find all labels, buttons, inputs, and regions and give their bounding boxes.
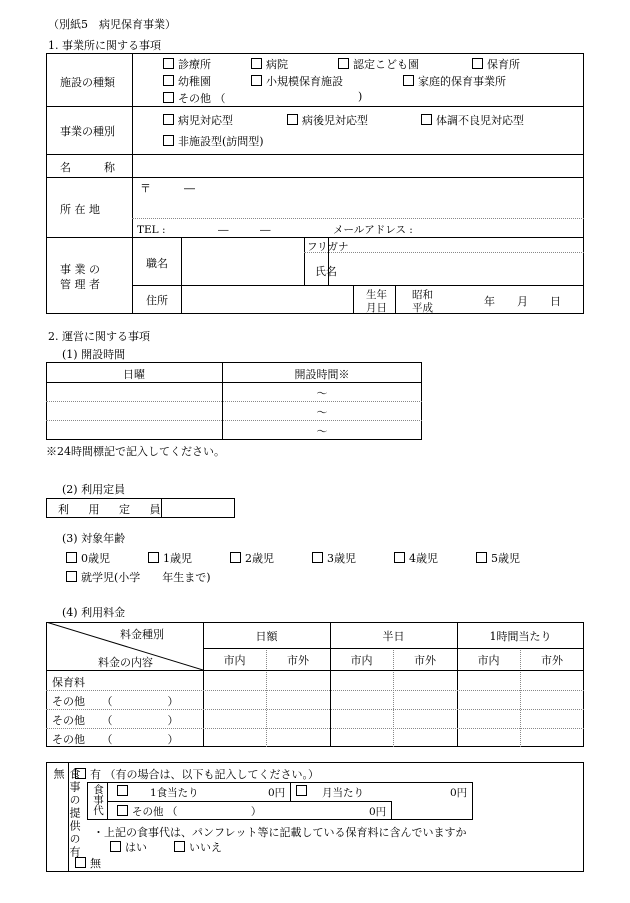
checkbox-per-month[interactable] — [296, 785, 311, 798]
birth-label-1: 生年 — [366, 289, 387, 301]
fees-corner-bottom: 料金の内容 — [98, 656, 153, 669]
checkbox-icon — [75, 857, 86, 868]
checkbox-icon — [287, 114, 298, 125]
checkbox-icon — [403, 75, 414, 86]
checkbox-kindergarten[interactable]: 幼稚園 — [163, 73, 211, 89]
fees-group-daily: 日額 — [255, 630, 278, 643]
name-field[interactable] — [135, 157, 581, 175]
checkbox-icon — [476, 552, 487, 563]
checkbox-answer-yes[interactable]: はい — [110, 839, 147, 855]
checkbox-icon — [421, 114, 432, 125]
fees-row-label: 保育料 — [52, 676, 85, 689]
checkbox-icon — [163, 75, 174, 86]
fees-group-halfday: 半日 — [382, 630, 405, 643]
manager-label-1: 事 業 の — [60, 263, 100, 276]
other-close-paren: ) — [358, 90, 363, 103]
fees-sub-in-city: 市内 — [350, 654, 373, 667]
checkbox-school-age[interactable]: 就学児(小学 年生まで) — [66, 569, 211, 585]
business-types-label: 事業の種別 — [60, 125, 115, 138]
postal-code: 〒 ― — [140, 182, 195, 195]
fees-sub-out-city: 市外 — [541, 654, 563, 667]
fees-group-hourly: 1時間当たり — [489, 630, 552, 643]
manager-label-2: 管 理 者 — [60, 278, 100, 291]
section-2-title: 2. 運営に関する事項 — [48, 330, 150, 343]
checkbox-icon — [75, 768, 86, 779]
birth-label-2: 月日 — [366, 302, 387, 314]
fees-title: (4) 利用料金 — [62, 606, 126, 619]
fees-sub-in-city: 市内 — [223, 654, 246, 667]
checkbox-age-1[interactable]: 1歳児 — [148, 550, 192, 566]
hours-row-2[interactable]: ～ — [316, 406, 328, 419]
birth-date-units: 年 月 日 — [484, 295, 561, 308]
checkbox-icon — [338, 58, 349, 69]
address-field[interactable] — [135, 194, 581, 216]
checkbox-icon — [312, 552, 323, 563]
hours-title: (1) 開設時間 — [62, 348, 126, 361]
tel-field-label: TEL : ― ― — [137, 224, 271, 236]
meal-side-label: 食事の提供の有無 — [52, 768, 81, 859]
hours-col-hours: 開設時間※ — [294, 368, 350, 381]
meal-other-value[interactable]: 0円 — [369, 806, 387, 818]
capacity-label: 利 用 定 員 — [58, 503, 169, 516]
era-showa: 昭和 — [412, 289, 433, 301]
checkbox-icon — [163, 92, 174, 103]
checkbox-age-4[interactable]: 4歳児 — [394, 550, 438, 566]
checkbox-icon — [394, 552, 405, 563]
checkbox-icon — [148, 552, 159, 563]
checkbox-icon — [296, 785, 307, 796]
address-label: 所 在 地 — [60, 203, 100, 216]
capacity-field[interactable] — [163, 500, 233, 516]
email-field-label: メールアドレス : — [333, 224, 413, 236]
facility-types-label: 施設の種類 — [60, 76, 115, 89]
meal-inclusion-question: ・上記の食事代は、パンフレット等に記載している保育料に含んでいますか — [93, 826, 467, 839]
checkbox-age-0[interactable]: 0歳児 — [66, 550, 110, 566]
checkbox-icon — [110, 841, 121, 852]
checkbox-icon — [230, 552, 241, 563]
section-1-title: 1. 事業所に関する事項 — [48, 39, 161, 52]
checkbox-meal-no[interactable]: 無 — [75, 855, 101, 871]
checkbox-icon — [66, 571, 77, 582]
checkbox-meal-other[interactable]: その他 （ ） — [117, 804, 261, 819]
checkbox-icon — [163, 58, 174, 69]
checkbox-icon — [251, 58, 262, 69]
checkbox-nursery[interactable]: 保育所 — [472, 56, 520, 72]
checkbox-age-5[interactable]: 5歳児 — [476, 550, 520, 566]
per-meal-value[interactable]: 0円 — [268, 787, 286, 799]
era-heisei: 平成 — [412, 302, 433, 314]
checkbox-icon — [117, 805, 128, 816]
fees-row-label: その他 （ ） — [52, 733, 179, 746]
checkbox-clinic[interactable]: 診療所 — [163, 56, 211, 72]
checkbox-answer-no[interactable]: いいえ — [174, 839, 222, 855]
checkbox-unwell-child[interactable]: 体調不良児対応型 — [421, 112, 524, 128]
checkbox-icon — [66, 552, 77, 563]
hours-col-day: 日曜 — [123, 368, 145, 381]
capacity-title: (2) 利用定員 — [62, 483, 126, 496]
meal-cost-label: 食事代 — [92, 784, 104, 816]
checkbox-home-childcare[interactable]: 家庭的保育事業所 — [403, 73, 506, 89]
checkbox-other-facility[interactable]: その他 （ — [163, 90, 226, 106]
ages-title: (3) 対象年齢 — [62, 532, 126, 545]
checkbox-icon — [251, 75, 262, 86]
fees-sub-out-city: 市外 — [414, 654, 436, 667]
fees-row-label: その他 （ ） — [52, 714, 179, 727]
hours-note: ※24時間標記で記入してください。 — [46, 445, 225, 458]
checkbox-visiting-type[interactable]: 非施設型(訪問型) — [163, 133, 264, 149]
checkbox-icon — [472, 58, 483, 69]
fees-row-label: その他 （ ） — [52, 695, 179, 708]
checkbox-icon — [163, 135, 174, 146]
checkbox-meal-yes[interactable]: 有 （有の場合は、以下も記入してください。） — [75, 766, 319, 782]
hours-row-1[interactable]: ～ — [316, 387, 328, 400]
fees-sub-out-city: 市外 — [287, 654, 309, 667]
name-label: 名 称 — [60, 161, 115, 174]
checkbox-per-meal[interactable] — [117, 785, 132, 798]
residence-label: 住所 — [146, 294, 168, 307]
hours-row-3[interactable]: ～ — [316, 425, 328, 438]
checkbox-sick-child[interactable]: 病児対応型 — [163, 112, 233, 128]
document-tag: （別紙5 病児保育事業） — [48, 18, 176, 31]
furigana-label: フリガナ — [307, 241, 349, 253]
checkbox-certified-center[interactable]: 認定こども園 — [338, 56, 419, 72]
job-title-label: 職名 — [146, 257, 168, 270]
checkbox-icon — [163, 114, 174, 125]
checkbox-hospital[interactable]: 病院 — [251, 56, 288, 72]
per-meal-label: 1食当たり — [150, 787, 199, 799]
checkbox-icon — [174, 841, 185, 852]
checkbox-age-2[interactable]: 2歳児 — [230, 550, 274, 566]
checkbox-icon — [117, 785, 128, 796]
fees-corner-top: 料金種別 — [120, 628, 164, 641]
checkbox-small-facility[interactable]: 小規模保育施設 — [251, 73, 343, 89]
per-month-value[interactable]: 0円 — [450, 787, 468, 799]
checkbox-age-3[interactable]: 3歳児 — [312, 550, 356, 566]
checkbox-post-illness[interactable]: 病後児対応型 — [287, 112, 368, 128]
fees-sub-in-city: 市内 — [477, 654, 500, 667]
per-month-label: 月当たり — [322, 787, 364, 799]
full-name-label: 氏名 — [315, 265, 337, 278]
